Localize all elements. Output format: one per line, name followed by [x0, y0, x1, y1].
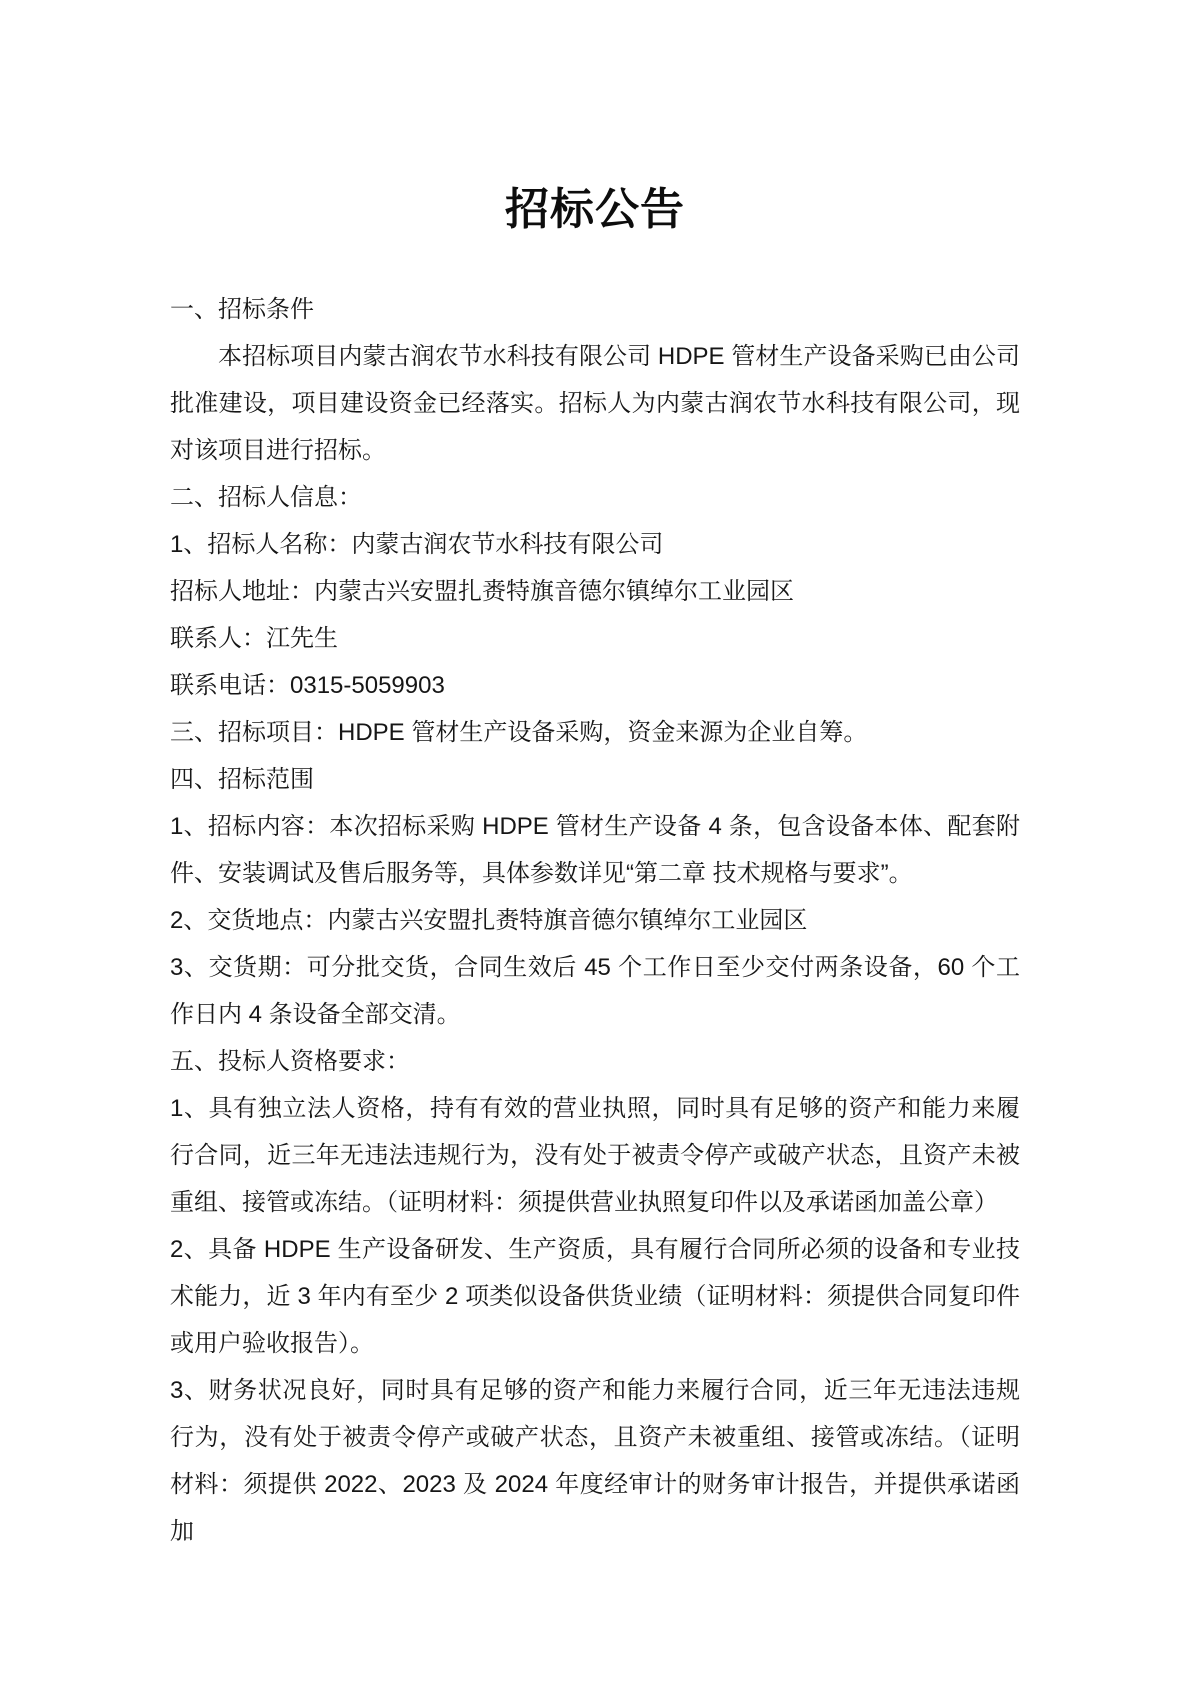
document-title: 招标公告	[505, 185, 685, 234]
tender-conditions-paragraph: 本招标项目内蒙古润农节水科技有限公司 HDPE 管材生产设备采购已由公司批准建设，项目建设资金已经落实。招标人为内蒙古润农节水科技有限公司，现对该项目进行招标。	[170, 343, 1020, 464]
section-4-heading: 四、招标范围	[170, 766, 314, 793]
contact-phone-line: 联系电话：0315-5059903	[170, 672, 445, 699]
tender-content-paragraph: 1、招标内容：本次招标采购 HDPE 管材生产设备 4 条，包含设备本体、配套附件、安装调试及售后服务等，具体参数详见“第二章 技术规格与要求”。	[170, 813, 1020, 887]
section-1-heading: 一、招标条件	[170, 296, 314, 323]
tenderer-name-line: 1、招标人名称：内蒙古润农节水科技有限公司	[170, 531, 664, 558]
section-3-line: 三、招标项目：HDPE 管材生产设备采购，资金来源为企业自筹。	[170, 719, 868, 746]
qualification-1-paragraph: 1、具有独立法人资格，持有有效的营业执照，同时具有足够的资产和能力来履行合同，近三年无违法违规行为，没有处于被责令停产或破产状态，且资产未被重组、接管或冻结。（证明材料：须提供营业执照复印件以及承诺函加盖公章）	[170, 1095, 1020, 1216]
tenderer-address-line: 招标人地址：内蒙古兴安盟扎赉特旗音德尔镇绰尔工业园区	[170, 578, 794, 605]
section-5-heading: 五、投标人资格要求：	[170, 1048, 410, 1075]
delivery-period-paragraph: 3、交货期：可分批交货，合同生效后 45 个工作日至少交付两条设备，60 个工作日内 4 条设备全部交清。	[170, 954, 1020, 1028]
contact-person-line: 联系人：江先生	[170, 625, 338, 652]
delivery-location-line: 2、交货地点：内蒙古兴安盟扎赉特旗音德尔镇绰尔工业园区	[170, 907, 808, 934]
qualification-2-paragraph: 2、具备 HDPE 生产设备研发、生产资质，具有履行合同所必须的设备和专业技术能力，近 3 年内有至少 2 项类似设备供货业绩（证明材料：须提供合同复印件或用户验收报告）。	[170, 1236, 1020, 1357]
document-body	[170, 286, 1020, 1555]
qualification-3-paragraph: 3、财务状况良好，同时具有足够的资产和能力来履行合同，近三年无违法违规行为，没有处于被责令停产或破产状态，且资产未被重组、接管或冻结。（证明材料：须提供 2022、2023 及 2024 年度经审计的财务审计报告，并提供承诺函加	[170, 1377, 1020, 1545]
section-2-heading: 二、招标人信息：	[170, 484, 362, 511]
